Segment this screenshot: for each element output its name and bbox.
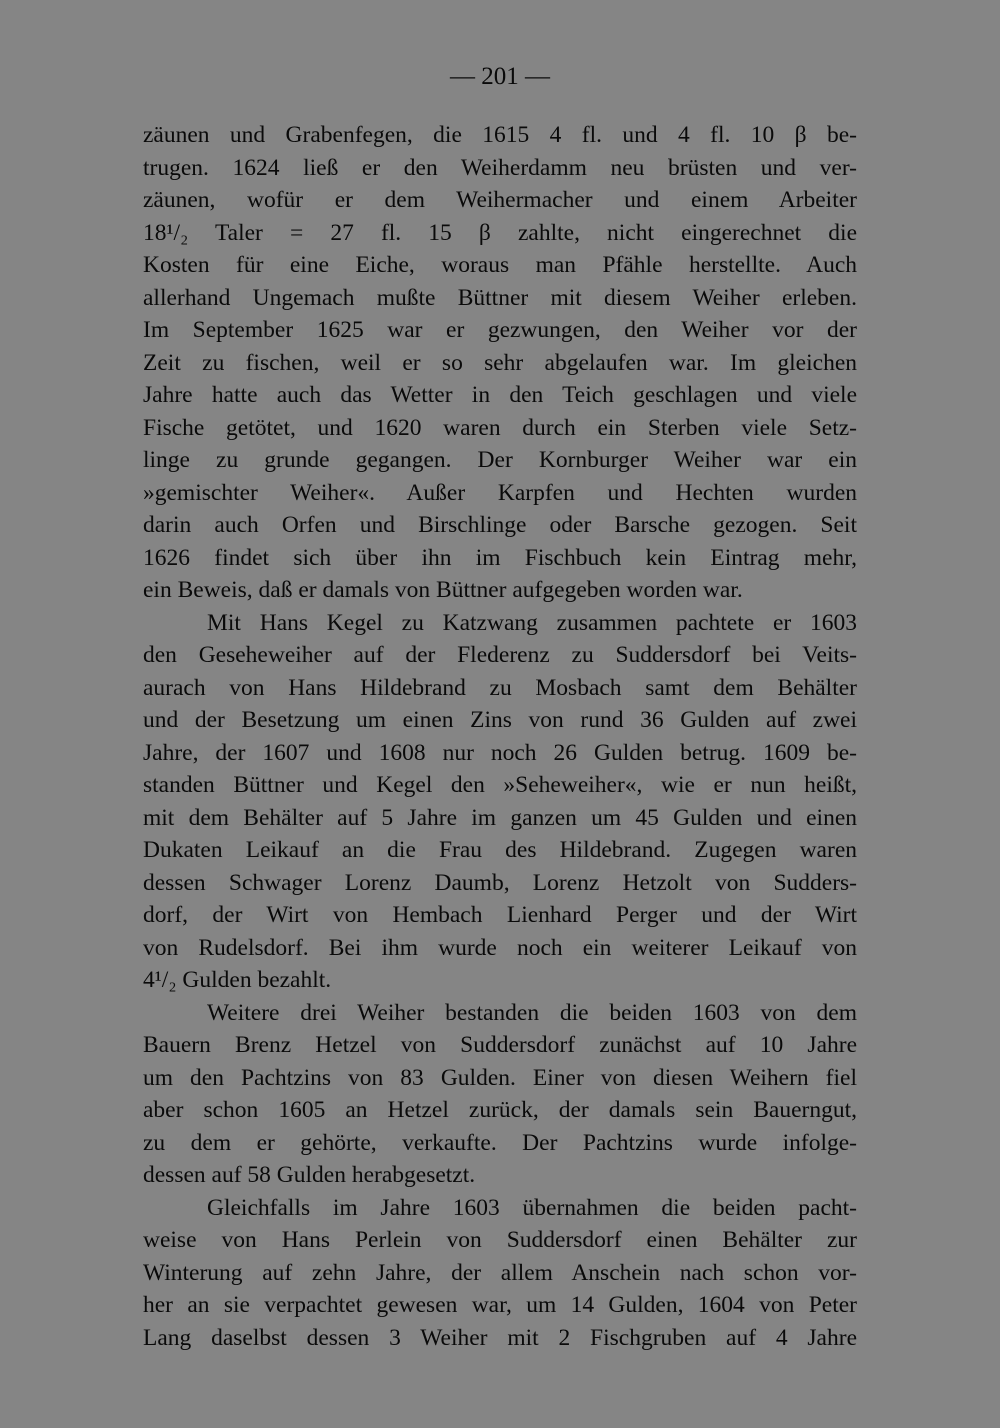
text-line: Weitere drei Weiher bestanden die beiden 1603 von dem: [207, 999, 857, 1026]
text-line: darin auch Orfen und Birschlinge oder Barsche gezogen. Seit: [143, 512, 857, 538]
text-line: um den Pachtzins von 83 Gulden. Einer von diesen Weihern fiel: [143, 1064, 857, 1091]
page-number: — 201 —: [450, 63, 550, 90]
text-line: Gleichfalls im Jahre 1603 übernahmen die beiden pacht-: [207, 1194, 857, 1221]
text-line: zäunen, wofür er dem Weihermacher und einem Arbeiter: [143, 187, 857, 213]
text-line: zäunen und Grabenfegen, die 1615 4 fl. und 4 fl. 10 β be-: [143, 122, 857, 148]
text-line: aber schon 1605 an Hetzel zurück, der damals sein Bauerngut,: [143, 1097, 857, 1123]
text-line: Kosten für eine Eiche, woraus man Pfähle herstellte. Auch: [143, 252, 857, 278]
text-line: weise von Hans Perlein von Suddersdorf einen Behälter zur: [143, 1227, 857, 1253]
text-line: ein Beweis, daß er damals von Büttner aufgegeben worden war.: [143, 577, 743, 603]
text-line: mit dem Behälter auf 5 Jahre im ganzen um 45 Gulden und einen: [143, 804, 857, 831]
text-line: den Geseheweiher auf der Flederenz zu Suddersdorf bei Veits-: [143, 642, 857, 668]
text-line: dessen auf 58 Gulden herabgesetzt.: [143, 1162, 476, 1188]
text-line: dessen Schwager Lorenz Daumb, Lorenz Hetzolt von Sudders-: [143, 869, 857, 896]
text-line: und der Besetzung um einen Zins von rund 36 Gulden auf zwei: [143, 707, 857, 733]
text-line: »gemischter Weiher«. Außer Karpfen und Hechten wurden: [143, 479, 857, 506]
text-line: Dukaten Leikauf an die Frau des Hildebrand. Zugegen waren: [143, 837, 857, 863]
text-line: dorf, der Wirt von Hembach Lienhard Perger und der Wirt: [143, 902, 857, 928]
text-line: 1626 findet sich über ihn im Fischbuch kein Eintrag mehr,: [143, 544, 857, 571]
text-line: 4¹/₂ Gulden bezahlt.: [143, 967, 332, 993]
text-line: Winterung auf zehn Jahre, der allem Anschein nach schon vor-: [143, 1259, 857, 1286]
text-line: Fische getötet, und 1620 waren durch ein Sterben viele Setz-: [143, 414, 857, 441]
text-line: trugen. 1624 ließ er den Weiherdamm neu brüsten und ver-: [143, 154, 857, 181]
text-line: Jahre, der 1607 und 1608 nur noch 26 Gulden betrug. 1609 be-: [143, 739, 857, 766]
text-line: Mit Hans Kegel zu Katzwang zusammen pachtete er 1603: [207, 609, 857, 636]
text-line: allerhand Ungemach mußte Büttner mit diesem Weiher erleben.: [143, 284, 857, 311]
text-line: Jahre hatte auch das Wetter in den Teich geschlagen und viele: [143, 382, 857, 408]
text-line: Im September 1625 war er gezwungen, den Weiher vor der: [143, 317, 857, 343]
text-line: zu dem er gehörte, verkaufte. Der Pachtzins wurde infolge-: [143, 1129, 857, 1156]
text-line: aurach von Hans Hildebrand zu Mosbach samt dem Behälter: [143, 674, 857, 701]
text-line: Lang daselbst dessen 3 Weiher mit 2 Fischgruben auf 4 Jahre: [143, 1324, 857, 1351]
text-line: Zeit zu fischen, weil er so sehr abgelaufen war. Im gleichen: [143, 349, 857, 376]
text-line: standen Büttner und Kegel den »Seheweiher«, wie er nun heißt,: [143, 772, 857, 798]
text-line: von Rudelsdorf. Bei ihm wurde noch ein weiterer Leikauf von: [143, 934, 857, 961]
text-line: Bauern Brenz Hetzel von Suddersdorf zunächst auf 10 Jahre: [143, 1032, 857, 1058]
text-line: her an sie verpachtet gewesen war, um 14 Gulden, 1604 von Peter: [143, 1292, 857, 1318]
body-text: [143, 119, 857, 1354]
text-line: linge zu grunde gegangen. Der Kornburger Weiher war ein: [143, 447, 857, 473]
text-line: 18¹/₂ Taler = 27 fl. 15 β zahlte, nicht eingerechnet die: [143, 219, 857, 246]
